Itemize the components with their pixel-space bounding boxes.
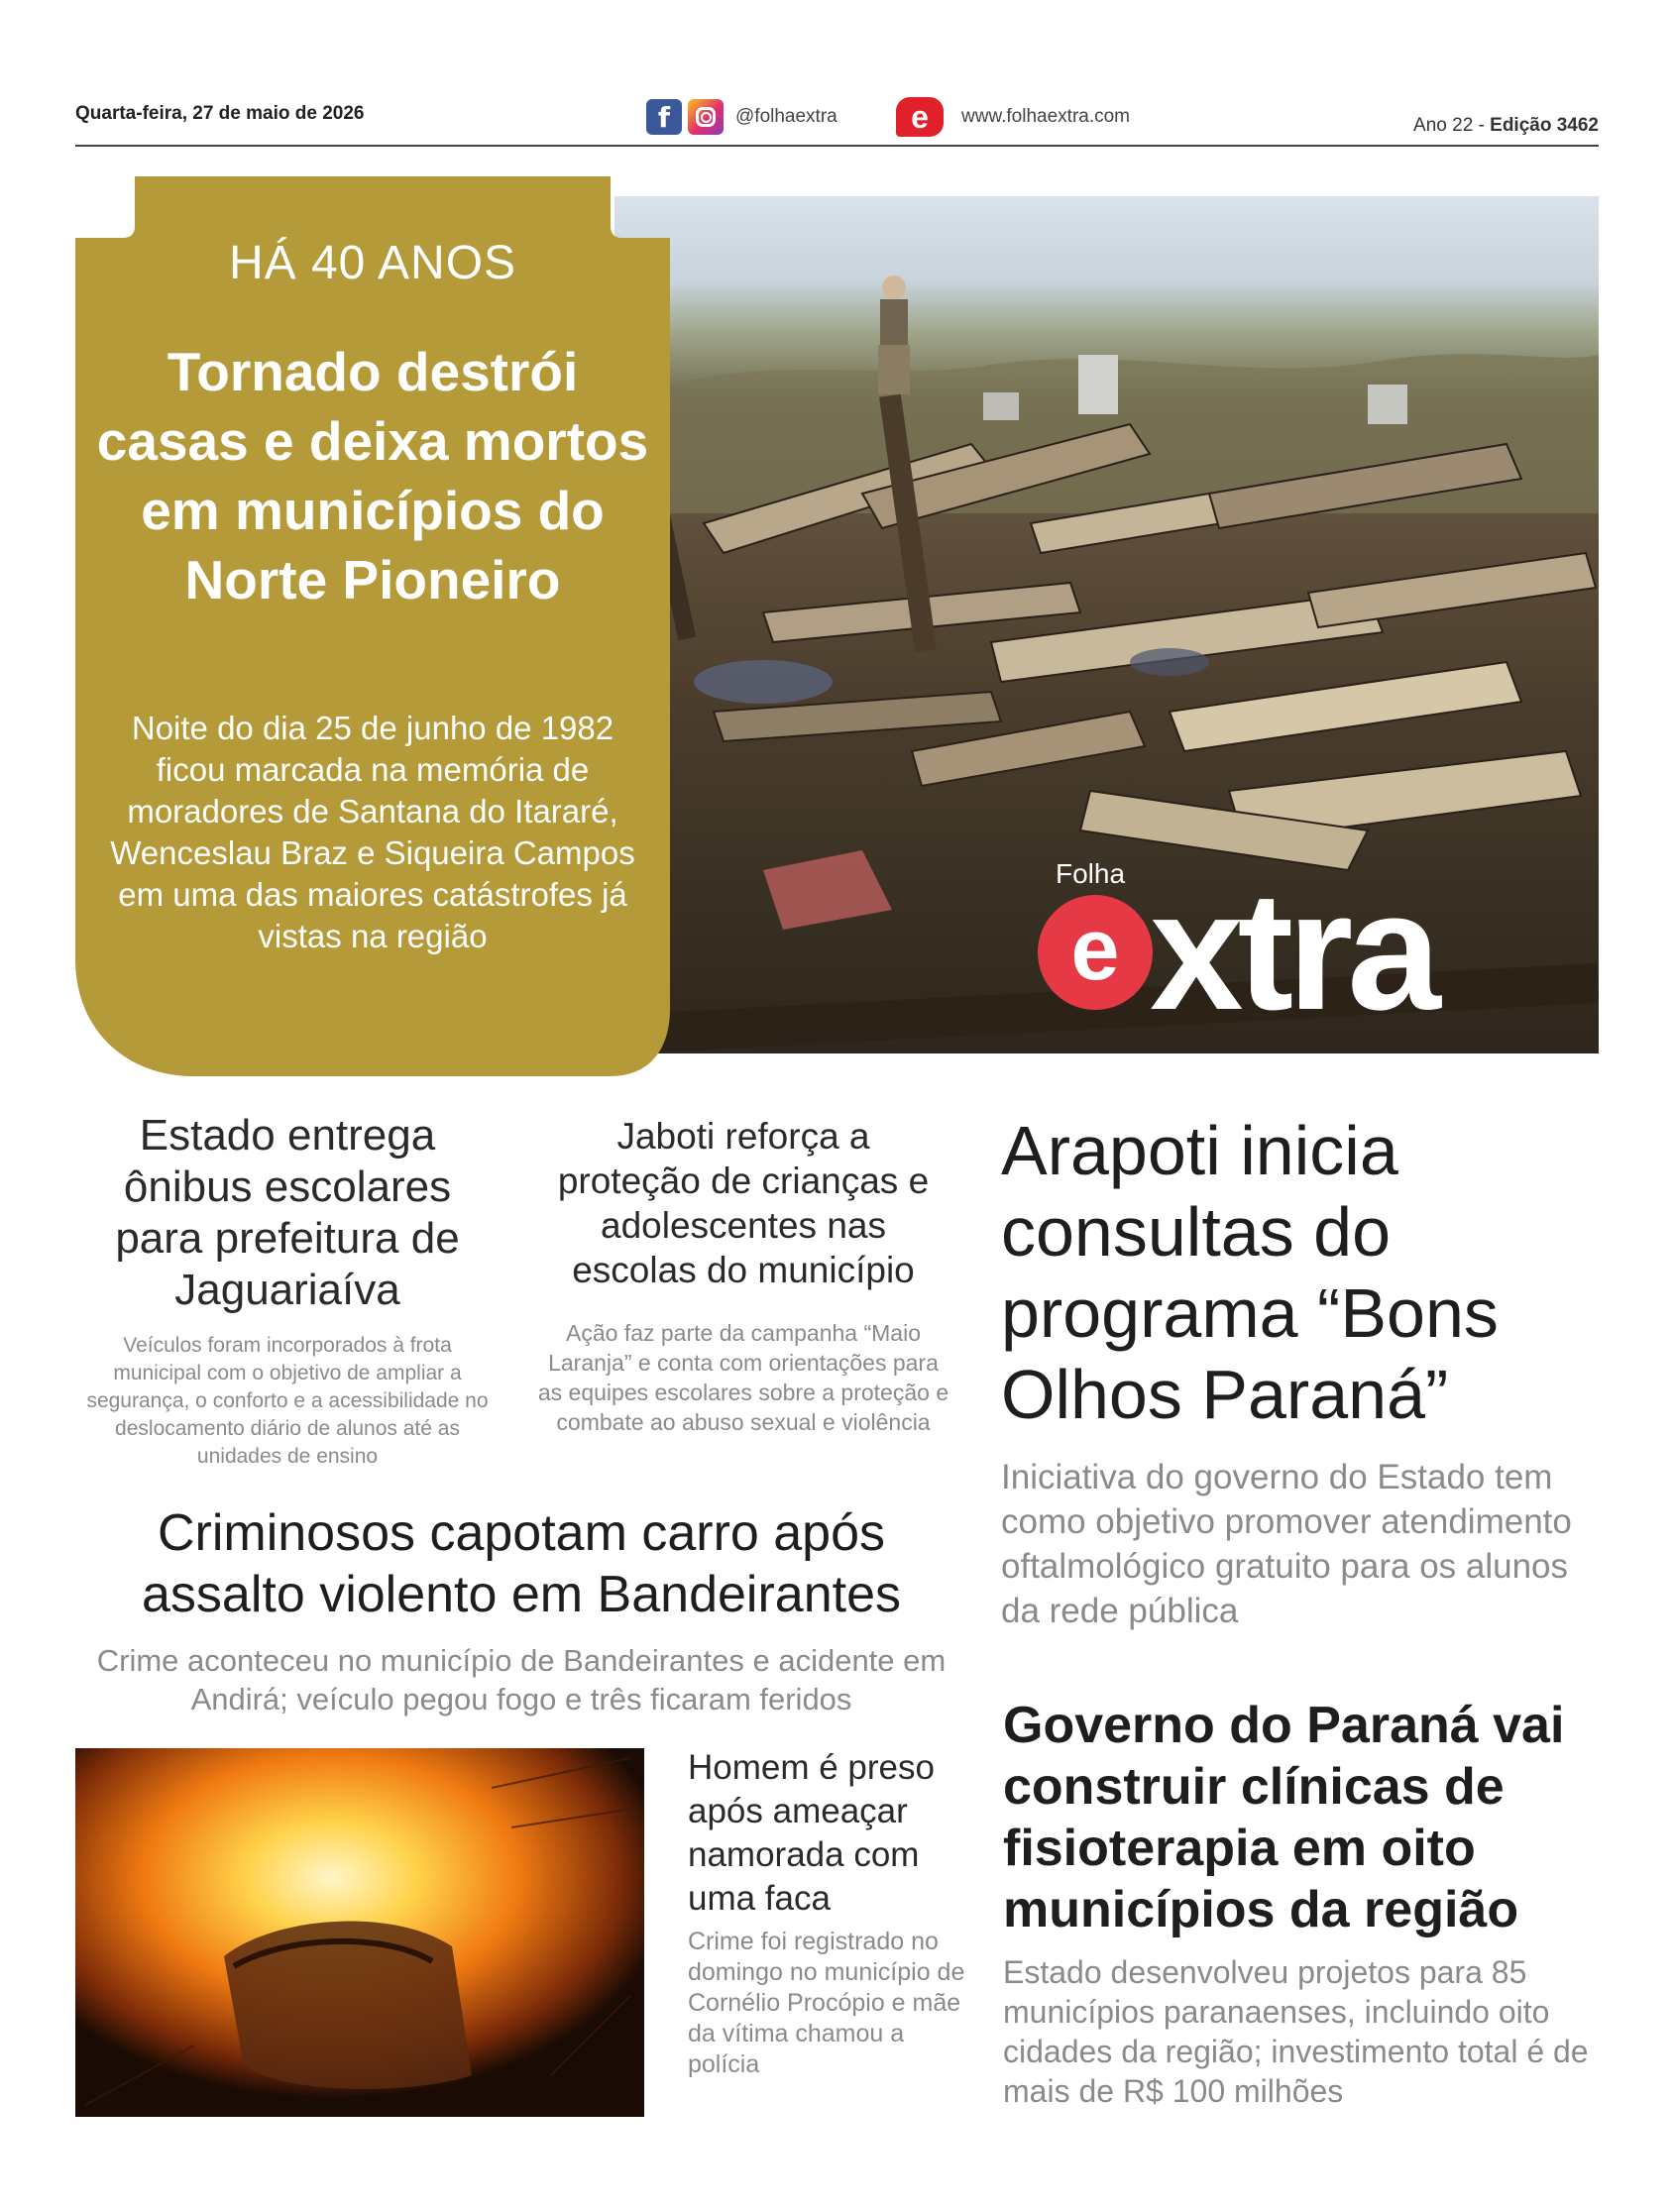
story-cornelio-subtitle: Crime foi registrado no domingo no município de Cornélio Procópio e mãe da vítima chamou a polícia [688, 1928, 965, 2078]
story-jaguariaiva-subtitle: Veículos foram incorporados à frota municipal com o objetivo de ampliar a segurança, o conforto e a acessibilidade no deslocamento diário de alunos até as unidades de ensino [86, 1334, 489, 1468]
burning-car-illustration [75, 1748, 644, 2117]
edition-number: Edição 3462 [1490, 115, 1599, 136]
header-date: Quarta-feira, 27 de maio de 2026 [75, 103, 365, 124]
story-jaguariaiva-headline[interactable]: Estado entrega ônibus escolares para prefeitura de Jaguariaíva [115, 1111, 460, 1314]
story-fisioterapia-headline[interactable]: Governo do Paraná vai construir clínicas de fisioterapia em oito municípios da região [1003, 1697, 1565, 1938]
cover-tag: HÁ 40 ANOS [228, 237, 517, 289]
burning-car-photo [75, 1748, 644, 2117]
facebook-letter: f [657, 100, 671, 134]
story-bandeirantes-headline[interactable]: Criminosos capotam carro após assalto violento em Bandeirantes [141, 1504, 901, 1623]
story-bandeirantes-subtitle: Crime aconteceu no município de Bandeirantes e acidente em Andirá; veículo pegou fogo e três ficaram feridos [96, 1643, 947, 1716]
facebook-icon[interactable] [646, 99, 682, 135]
cover-headline[interactable]: Tornado destrói casas e deixa mortos em municípios do Norte Pioneiro [96, 341, 649, 610]
edition-info [1413, 115, 1599, 137]
story-arapoti-headline[interactable]: Arapoti inicia consultas do programa “Bons Olhos Paraná” [1001, 1112, 1499, 1433]
social-links [646, 97, 837, 137]
story-jaboti-subtitle: Ação faz parte da campanha “Maio Laranja” e conta com orientações para as equipes escolares sobre a proteção e combate ao abuso sexual e violência [537, 1320, 949, 1435]
folha-extra-logo-icon [896, 97, 944, 137]
story-fisioterapia-subtitle: Estado desenvolveu projetos para 85 municípios paranaenses, incluindo oito cidades da região; investimento total é de mais de R$ 100 milhões [1003, 1954, 1589, 2109]
site-logo-letter: e [911, 98, 929, 135]
story-cornelio-headline[interactable]: Homem é preso após ameaçar namorada com uma faca [688, 1748, 935, 1918]
instagram-icon[interactable] [688, 99, 724, 135]
brand-folha-label: Folha [1056, 858, 1126, 889]
site-link [896, 97, 1130, 137]
site-url[interactable]: www.folhaextra.com [961, 106, 1131, 127]
brand-extra-logo [1036, 858, 1561, 1027]
header-divider [75, 145, 1599, 147]
story-arapoti-subtitle: Iniciativa do governo do Estado tem como objetivo promover atendimento oftalmológico gratuito para os alunos da rede pública [1001, 1458, 1572, 1630]
brand-extra-wordmark: xtra [1150, 858, 1435, 1027]
brand-extra-e: e [1070, 900, 1120, 998]
edition-year: Ano 22 - [1413, 115, 1491, 136]
social-handle[interactable]: @folhaextra [735, 106, 837, 127]
story-jaboti-headline[interactable]: Jaboti reforça a proteção de crianças e adolescentes nas escolas do município [557, 1116, 930, 1290]
cover-subtitle: Noite do dia 25 de junho de 1982 ficou marcada na memória de moradores de Santana do Itararé, Wenceslau Braz e Siqueira Campos em uma das maiores catástrofes já vistas na região [110, 710, 635, 954]
